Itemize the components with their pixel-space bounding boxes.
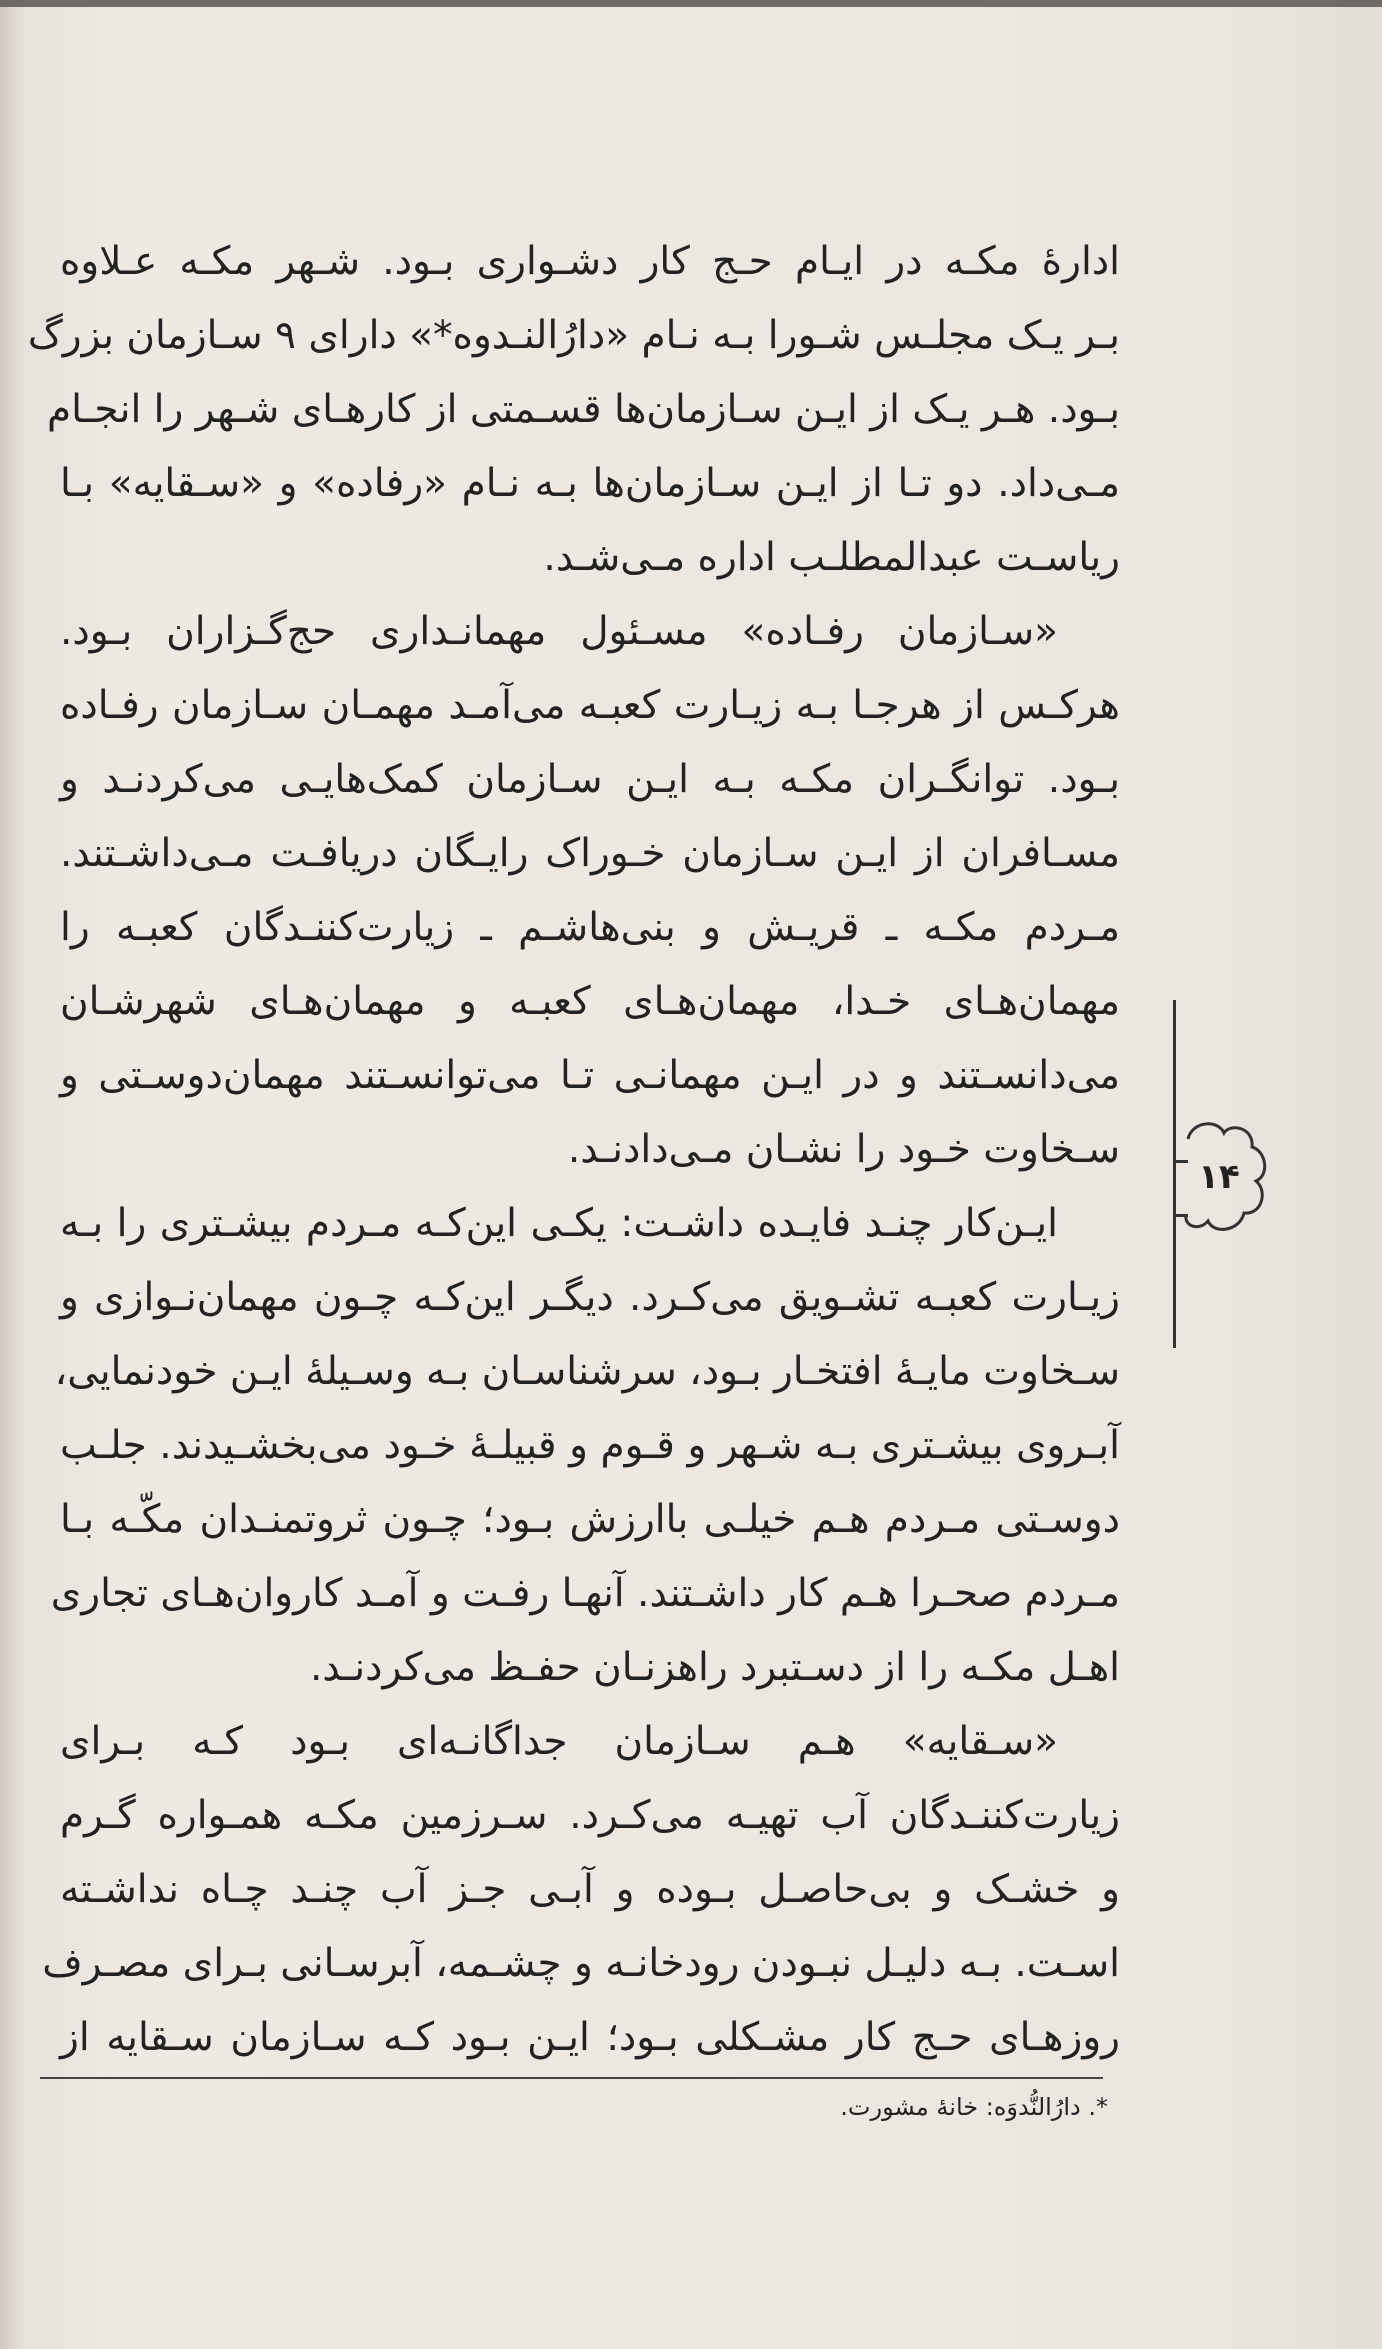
text-line: بـود. توانگـران مکـه بـه ایـن سـازمان کمک‌هایـی می‌کردنـد و bbox=[60, 757, 1120, 802]
text-line: مهمان‌هـای خـدا، مهمان‌هـای کعبـه و مهمان‌هـای شهرشـان bbox=[60, 979, 1120, 1024]
page-number: ۱۴ bbox=[1198, 1157, 1240, 1197]
footnote-rule bbox=[40, 2077, 1103, 2079]
text-line: بـر یـک مجلـس شـورا بـه نـام «دارُالنـدوه*» دارای ۹ سـازمان بزرگ bbox=[27, 313, 1120, 358]
text-line: سـخاوت مایـهٔ افتخـار بـود، سرشناسـان بـه وسـیلهٔ ایـن خودنمایی، bbox=[54, 1349, 1120, 1394]
text-line: «سـازمان رفـاده» مسـئول مهمانـداری حج‌گـزاران بـود. bbox=[60, 609, 1058, 654]
text-line: مـردم صحـرا هـم کار داشـتند. آنهـا رفـت و آمـد کاروان‌هـای تجاری bbox=[50, 1571, 1120, 1616]
text-line: و خشـک و بی‌حاصـل بـوده و آبـی جـز آب چنـد چـاه نداشـته bbox=[60, 1867, 1120, 1912]
text-line: هرکـس از هرجـا بـه زیـارت کعبـه می‌آمـد مهمـان سـازمان رفـاده bbox=[60, 683, 1120, 728]
text-line: ادارهٔ مکـه در ایـام حـج کار دشـواری بـود. شـهر مکـه عـلاوه bbox=[60, 239, 1120, 284]
text-line: «سـقایه» هـم سـازمان جداگانـه‌ای بـود کـه بـرای bbox=[60, 1719, 1058, 1764]
page-top-edge bbox=[0, 0, 1382, 7]
text-line: سـخاوت خـود را نشـان مـی‌دادنـد. bbox=[567, 1127, 1120, 1172]
text-line: روزهـای حـج کار مشـکلی بـود؛ ایـن بـود کـه سـازمان سـقایه از bbox=[60, 2015, 1120, 2060]
text-line: می‌دانسـتند و در ایـن مهمانـی تـا می‌توانسـتند مهمان‌دوسـتی و bbox=[60, 1053, 1120, 1098]
text-line: اهـل مکـه را از دسـتبرد راهزنـان حفـظ می‌کردنـد. bbox=[310, 1645, 1120, 1690]
text-line: مـی‌داد. دو تـا از ایـن سـازمان‌ها بـه نـام «رفاده» و «سـقایه» بـا bbox=[60, 461, 1120, 506]
text-line: زیـارت کعبـه تشـویق می‌کـرد. دیگـر این‌کـه چـون مهمان‌نـوازی و bbox=[60, 1275, 1120, 1320]
footnote: *. دارُالنُّدوَه: خانهٔ مشورت. bbox=[840, 2093, 1108, 2121]
text-line: اسـت. بـه دلیـل نبـودن رودخانـه و چشـمه، آبرسـانی بـرای مصـرف bbox=[42, 1941, 1120, 1986]
text-line: مسـافران از ایـن سـازمان خـوراک رایـگان دریافـت مـی‌داشـتند. bbox=[60, 831, 1120, 876]
text-line: ایـن‌کار چنـد فایـده داشـت: یکـی این‌کـه مـردم بیشـتری را بـه bbox=[60, 1201, 1058, 1246]
body-text bbox=[27, 225, 1120, 2075]
text-line: زیارت‌کننـدگان آب تهیـه می‌کـرد. سـرزمین مکـه همـواره گـرم bbox=[60, 1793, 1120, 1838]
text-line: دوسـتی مـردم هـم خیلـی باارزش بـود؛ چـون ثروتمنـدان مکّـه بـا bbox=[60, 1497, 1120, 1542]
text-line: مـردم مکـه ـ قریـش و بنی‌هاشـم ـ زیارت‌کننـدگان کعبـه را bbox=[60, 905, 1120, 950]
text-line: آبـروی بیشـتری بـه شـهر و قـوم و قبیلـهٔ خـود می‌بخشـیدند. جلـب bbox=[60, 1423, 1120, 1468]
text-line: ریاسـت عبدالمطلـب اداره مـی‌شـد. bbox=[543, 535, 1120, 580]
text-line: بـود. هـر یـک از ایـن سـازمان‌ها قسـمتی از کارهـای شـهر را انجـام bbox=[46, 387, 1120, 432]
